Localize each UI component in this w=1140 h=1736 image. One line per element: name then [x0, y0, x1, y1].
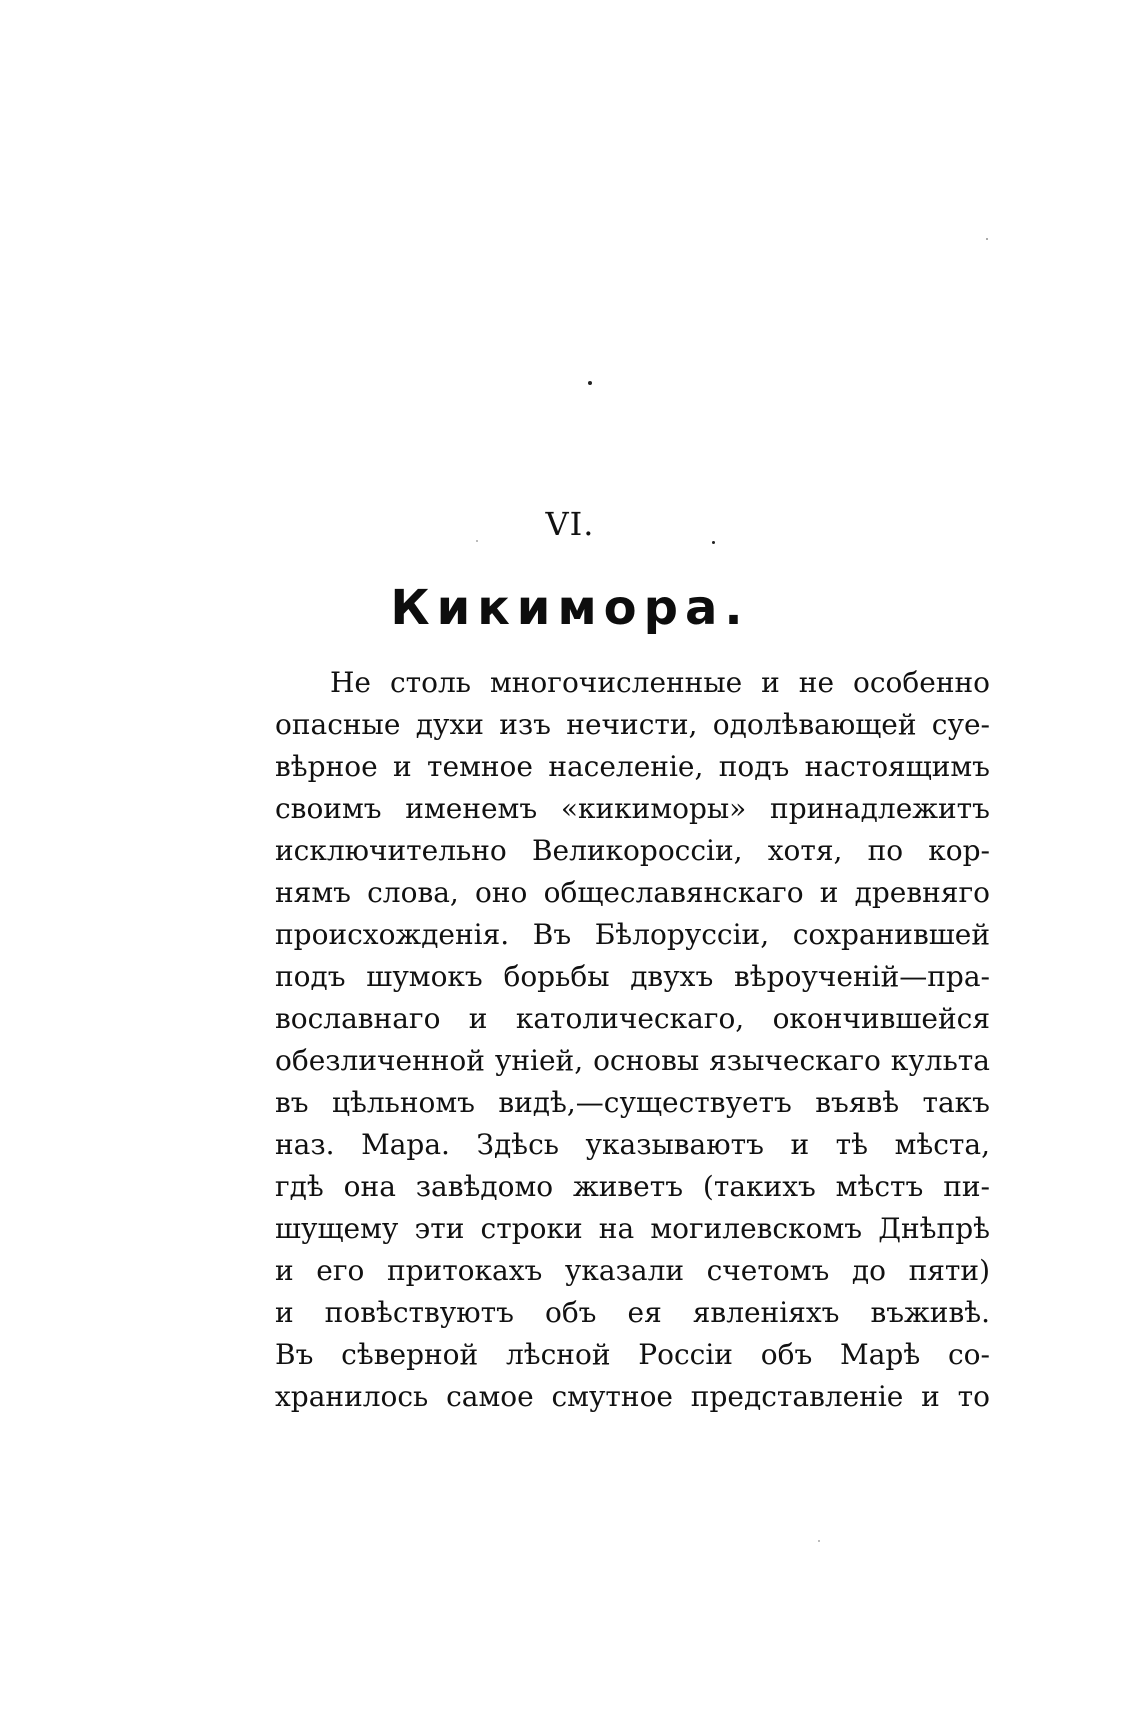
print-speck [588, 381, 592, 385]
text-line: исключительно Великороссіи, хотя, по кор- [275, 834, 990, 867]
text-line: вославнаго и католическаго, окончившейся [275, 1002, 990, 1035]
text-line: гдѣ она завѣдомо живетъ (такихъ мѣстъ пи- [275, 1170, 990, 1203]
text-line: происхожденія. Въ Бѣлоруссіи, сохранившей [275, 918, 990, 951]
text-line: шущему эти строки на могилевскомъ Днѣпрѣ [275, 1212, 990, 1245]
text-line: наз. Мара. Здѣсь указываютъ и тѣ мѣста, [275, 1128, 990, 1161]
text-line: подъ шумокъ борьбы двухъ вѣроученій—пра- [275, 960, 990, 993]
text-line: своимъ именемъ «кикиморы» принадлежитъ [275, 792, 990, 825]
chapter-title: Кикимора. [390, 580, 750, 636]
text-line: Въ сѣверной лѣсной Россіи объ Марѣ со- [275, 1338, 990, 1371]
text-line: Не столь многочисленные и не особенно [330, 666, 990, 699]
text-line: опасные духи изъ нечисти, одолѣвающей суе- [275, 708, 990, 741]
chapter-number: VI. [545, 505, 595, 543]
body-paragraph [275, 662, 990, 1418]
print-speck [818, 1540, 820, 1542]
text-line: обезличенной уніей, основы языческаго культа [275, 1044, 990, 1077]
text-line: и его притокахъ указали счетомъ до пяти) [275, 1254, 990, 1287]
text-line: хранилось самое смутное представленіе и то [275, 1380, 990, 1413]
print-speck [986, 238, 988, 240]
text-line: въ цѣльномъ видѣ,—существуетъ въявѣ такъ [275, 1086, 990, 1119]
text-line: вѣрное и темное населеніе, подъ настоящимъ [275, 750, 990, 783]
text-line: нямъ слова, оно общеславянскаго и древняго [275, 876, 990, 909]
text-line: и повѣствуютъ объ ея явленіяхъ въживѣ. [275, 1296, 990, 1329]
